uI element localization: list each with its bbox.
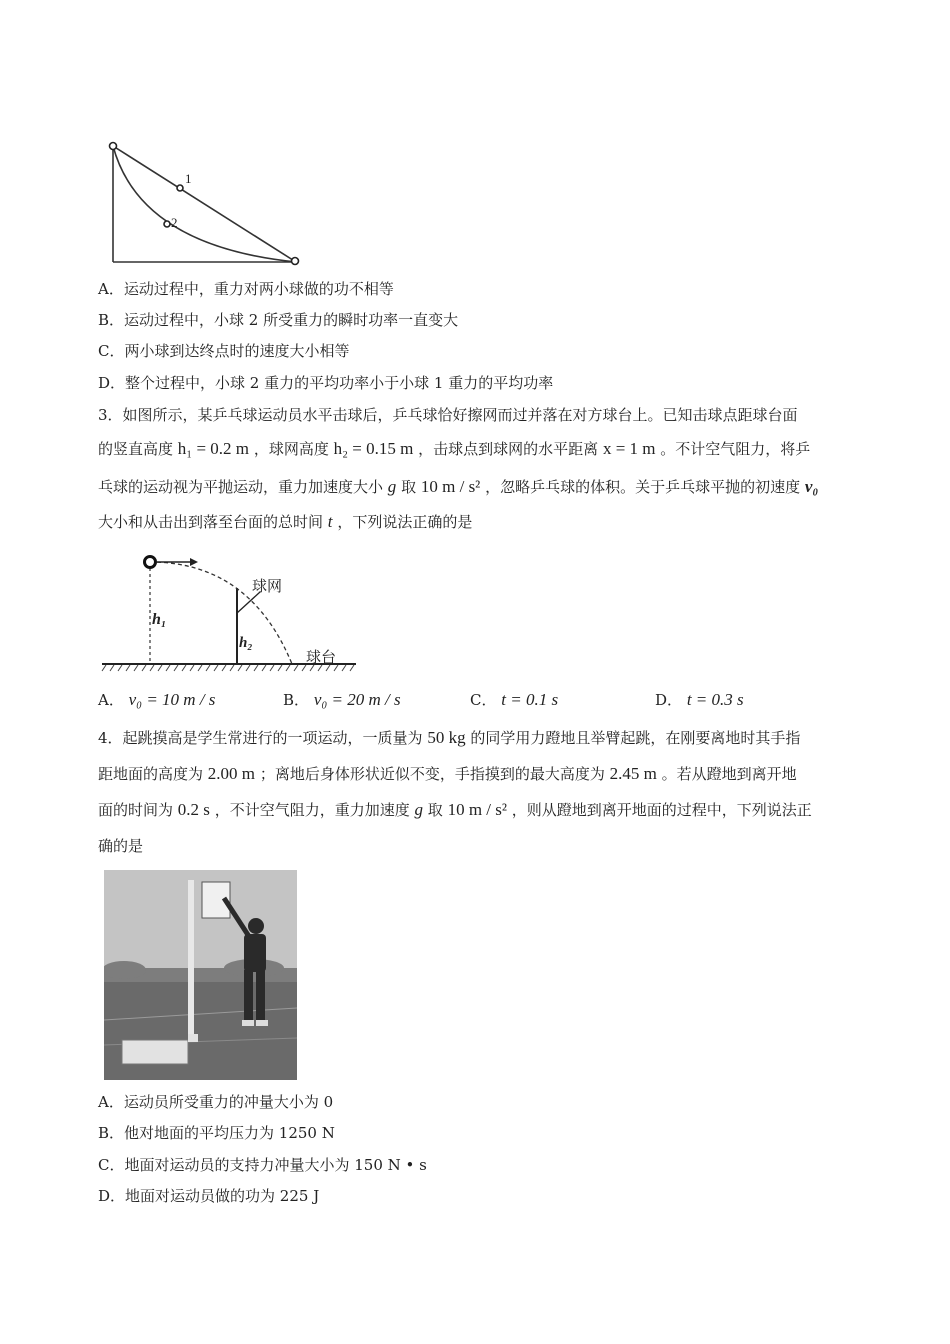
q4-text: ；离地后身体形状近似不变，手指摸到的最大高度为 [259, 765, 605, 783]
table-label: 球台 [306, 648, 337, 666]
q3-option-b-value: v₀ = 20 m / s [313, 690, 401, 709]
q4-option-b: B．他对地面的平均压力为 1250 N [98, 1124, 335, 1142]
ball [145, 557, 156, 568]
q4-g-symbol: g [414, 800, 423, 819]
q3-option-d [655, 690, 744, 710]
q3-text: 大小和从击出到落至台面的总时间 [98, 513, 324, 531]
q4-option-c: C．地面对运动员的支持力冲量大小为 150 N • s [98, 1156, 427, 1174]
q3-h1-value: h₁ = 0.2 m [177, 439, 250, 458]
q3-line-1: 3．如图所示，某乒乓球运动员水平击球后，乒乓球恰好擦网而过并落在对方球台上。已知击球点距球台面 [98, 406, 798, 424]
q3-text: 的竖直高度 [98, 440, 174, 458]
q4-text: 面的时间为 [98, 801, 174, 819]
h1-label: h₁ [152, 611, 167, 628]
q3-text: ，击球点到球网的水平距离 [418, 440, 599, 458]
q3-text: ，球网高度 [253, 440, 329, 458]
ball-1 [177, 185, 183, 191]
q3-x-value: x = 1 m [602, 439, 656, 458]
q3-text: 。不计空气阻力，将乒 [660, 440, 811, 458]
h2-label: h₂ [239, 635, 253, 651]
incline-line [113, 146, 296, 262]
end-point [292, 258, 299, 265]
q4-text: 4．起跳摸高是学生常进行的一项运动，一质量为 [98, 729, 423, 747]
q3-v0-symbol: v₀ [804, 477, 819, 496]
q3-g-symbol: g [387, 477, 397, 496]
q4-line-1 [98, 728, 800, 748]
ball-2-label: 2 [171, 215, 178, 230]
q4-text: 。若从蹬地到离开地 [661, 765, 797, 783]
q3-t-symbol: t [327, 512, 333, 531]
q4-max-height-value: 2.45 m [609, 764, 657, 783]
q4-text: ，不计空气阻力，重力加速度 [214, 801, 410, 819]
q4-text: 距地面的高度为 [98, 765, 204, 783]
q4-line-4: 确的是 [98, 837, 144, 855]
apparatus-pole [188, 880, 194, 1037]
q4-text: 的同学用力蹬地且举臂起跳，在刚要离地时其手指 [470, 729, 801, 747]
q4-line-3 [98, 800, 812, 820]
q4-line-2 [98, 764, 797, 784]
apparatus-base [122, 1040, 188, 1064]
q4-time-value: 0.2 s [177, 800, 210, 819]
q3-option-c [470, 690, 558, 710]
figure-table-tennis [100, 548, 360, 674]
q3-option-d-value: t = 0.3 s [686, 690, 744, 709]
q4-option-a: A．运动员所受重力的冲量大小为 0 [98, 1093, 334, 1111]
option-letter: A． [98, 691, 124, 709]
q3-line-4 [98, 512, 472, 532]
q4-text: 取 [427, 801, 443, 819]
q4-height-value: 2.00 m [207, 764, 256, 783]
ball-1-label: 1 [185, 171, 192, 186]
start-point [110, 143, 117, 150]
q3-g-value: 10 m / s² [420, 477, 481, 496]
q2-option-d: D．整个过程中，小球 2 重力的平均功率小于小球 1 重力的平均功率 [98, 374, 554, 392]
option-letter: D． [655, 691, 683, 709]
photo-drawing [104, 870, 297, 1080]
q3-h2-value: h₂ = 0.15 m [333, 439, 414, 458]
option-letter: B． [283, 691, 310, 709]
q4-mass-value: 50 kg [427, 728, 466, 747]
q3-option-a-value: v₀ = 10 m / s [128, 690, 216, 709]
q3-option-a [98, 690, 215, 710]
q4-text: ，则从蹬地到离开地面的过程中，下列说法正 [511, 801, 812, 819]
option-letter: C． [470, 691, 497, 709]
q3-text: 取 [401, 478, 417, 496]
q3-text: ，下列说法正确的是 [337, 513, 473, 531]
q4-option-d: D．地面对运动员做的功为 225 J [98, 1187, 320, 1205]
q3-option-b [283, 690, 401, 710]
net-label: 球网 [252, 577, 283, 595]
q2-option-c: C．两小球到达终点时的速度大小相等 [98, 342, 350, 360]
jump-reach-photo [104, 870, 297, 1080]
q3-line-2 [98, 439, 810, 459]
ball-2 [164, 221, 170, 227]
q2-option-b: B．运动过程中，小球 2 所受重力的瞬时功率一直变大 [98, 311, 459, 329]
q4-g-value: 10 m / s² [447, 800, 507, 819]
q3-option-c-value: t = 0.1 s [501, 690, 559, 709]
velocity-arrowhead [190, 558, 198, 566]
q2-option-a: A．运动过程中，重力对两小球做的功不相等 [98, 280, 394, 298]
net-pointer [237, 592, 260, 613]
q3-line-3 [98, 477, 818, 497]
q3-text: 乓球的运动视为平抛运动，重力加速度大小 [98, 478, 384, 496]
figure-incline-curve [100, 136, 310, 268]
q3-text: ，忽略乒乓球的体积。关于乒乓球平抛的初速度 [485, 478, 801, 496]
